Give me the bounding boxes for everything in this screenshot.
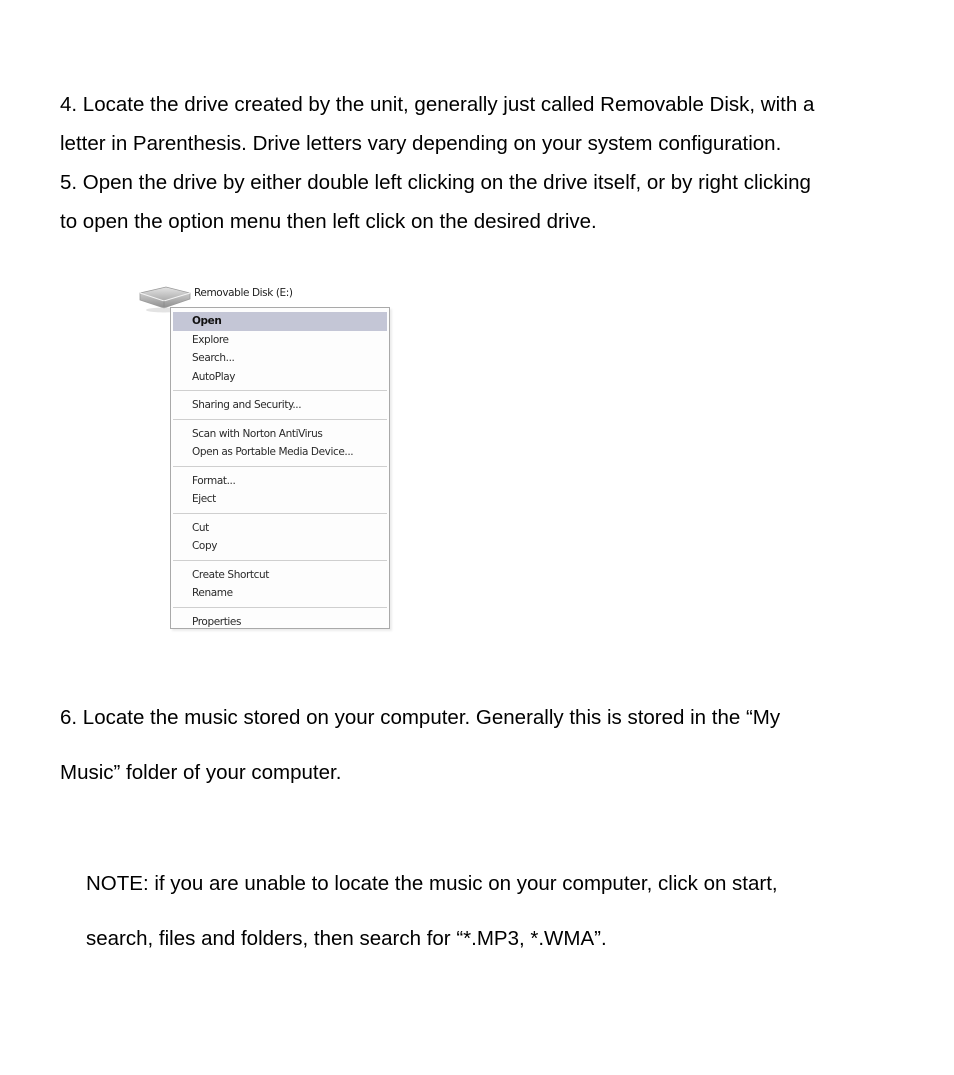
menu-item-cut[interactable]: Cut bbox=[192, 521, 209, 534]
menu-item-sharing-and-security[interactable]: Sharing and Security... bbox=[192, 399, 302, 411]
step-4-paragraph bbox=[60, 85, 814, 163]
menu-separator bbox=[173, 560, 387, 561]
context-menu-screenshot bbox=[136, 282, 396, 634]
step-5-line-2: to open the option menu then left click on the desired drive. bbox=[60, 210, 597, 233]
menu-separator bbox=[173, 513, 387, 514]
context-menu bbox=[170, 307, 390, 629]
menu-item-eject[interactable]: Eject bbox=[192, 493, 216, 505]
menu-item-search[interactable]: Search... bbox=[192, 352, 235, 364]
note-line-1: NOTE: if you are unable to locate the music on your computer, click on start, bbox=[86, 872, 778, 895]
menu-separator bbox=[173, 419, 387, 420]
menu-item-scan-with-norton-antivirus[interactable]: Scan with Norton AntiVirus bbox=[192, 427, 323, 440]
menu-item-explore[interactable]: Explore bbox=[192, 333, 229, 346]
menu-separator bbox=[173, 466, 387, 467]
menu-item-copy[interactable]: Copy bbox=[192, 540, 218, 552]
note-line-2: search, files and folders, then search for “*.MP3, *.WMA”. bbox=[86, 927, 607, 950]
menu-item-format[interactable]: Format... bbox=[192, 474, 236, 487]
step-5-line-1: 5. Open the drive by either double left clicking on the drive itself, or by right clicking bbox=[60, 171, 811, 194]
note-paragraph bbox=[86, 856, 778, 966]
menu-item-autoplay[interactable]: AutoPlay bbox=[192, 370, 236, 383]
step-4-line-1: 4. Locate the drive created by the unit, generally just called Removable Disk, with a bbox=[60, 93, 815, 116]
menu-item-properties[interactable]: Properties bbox=[192, 615, 242, 628]
step-5-paragraph bbox=[60, 163, 811, 241]
menu-separator bbox=[173, 390, 387, 391]
menu-item-rename[interactable]: Rename bbox=[192, 587, 233, 599]
menu-item-create-shortcut[interactable]: Create Shortcut bbox=[192, 568, 269, 581]
menu-separator bbox=[173, 607, 387, 608]
drive-label[interactable]: Removable Disk (E:) bbox=[194, 287, 293, 299]
step-6-line-2: Music” folder of your computer. bbox=[60, 761, 342, 784]
step-6-paragraph bbox=[60, 690, 780, 800]
step-6-line-1: 6. Locate the music stored on your computer. Generally this is stored in the “My bbox=[60, 706, 781, 729]
step-4-line-2: letter in Parenthesis. Drive letters vary depending on your system configuration. bbox=[60, 132, 782, 155]
menu-item-open[interactable]: Open bbox=[173, 312, 387, 331]
menu-item-open-as-portable-media-device[interactable]: Open as Portable Media Device... bbox=[192, 446, 354, 458]
